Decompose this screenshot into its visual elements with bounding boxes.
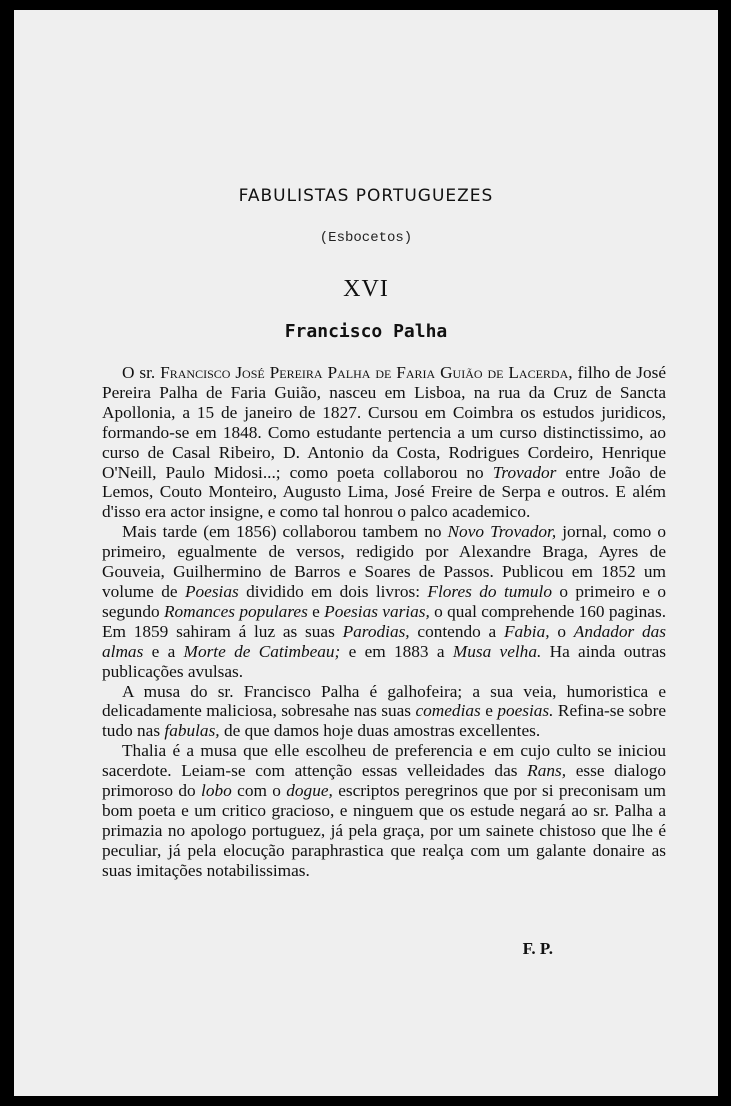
article-body [102,363,666,881]
signature: F. P. [522,939,553,958]
page [14,10,718,1096]
subtitle: (Esbocetos) [319,230,413,246]
full-name: Francisco José Pereira Palha de Faria Guião de Lacerda [160,363,569,382]
paragraph-4: Thalia é a musa que elle escolheu de preferencia e em cujo culto se iniciou sacerdote. Leiam-se com attenção essas velleidades das Rans, esse dialogo primoroso do lobo com o dogue, escriptos peregrinos que por si preconisam um bom poeta e um critico gracioso, e ninguem que os estude negará ao sr. Palha a primazia no apologo portuguez, já pela graça, por um sainete chistoso que lhe é peculiar, já pela elocução paraphrastica que realça com um galante donaire as suas imitações notabilissimas. [102,741,666,880]
paragraph-3: A musa do sr. Francisco Palha é galhofeira; a sua veia, humoristica e delicadamente maliciosa, sobresahe nas suas comedias e poesias. Refina-se sobre tudo nas fabulas, de que damos hoje duas amostras excellentes. [102,681,667,741]
chapter-numeral: XVI [343,276,389,302]
series-header: FABULISTAS PORTUGUEZES [238,186,494,206]
chapter-title: Francisco Palha [284,321,448,342]
paragraph-2: Mais tarde (em 1856) collaborou tambem no Novo Trovador, jornal, como o primeiro, egualmente de versos, redigido por Alexandre Braga, Ayres de Gouveia, Guilhermino de Barros e Soares de Passos. Publicou em 1852 um volume de Poesias dividido em dois livros: Flores do tumulo o primeiro e o segundo Romances populares e Poesias varias, o qual comprehende 160 paginas. Em 1859 sahiram á luz as suas Parodias, contendo a Fabia, o Andador das almas e a Morte de Catimbeau; e em 1883 a Musa velha. Ha ainda outras publicações avulsas. [102,522,667,681]
paragraph-1: O sr. Francisco José Pereira Palha de Faria Guião de Lacerda, filho de José Pereira Palha de Faria Guião, nasceu em Lisboa, na rua da Cruz de Sancta Apollonia, a 15 de janeiro de 1827. Cursou em Coimbra os estudos juridicos, formando-se em 1848. Como estudante pertencia a um curso distinctissimo, ao curso de Casal Ribeiro, D. Antonio da Costa, Rodrigues Cordeiro, Henrique O'Neill, Paulo Midosi...; como poeta collaborou no Trovador entre João de Lemos, Couto Monteiro, Augusto Lima, José Freire de Serpa e outros. E além d'isso era actor insigne, e como tal honrou o palco academico. [102,363,666,522]
